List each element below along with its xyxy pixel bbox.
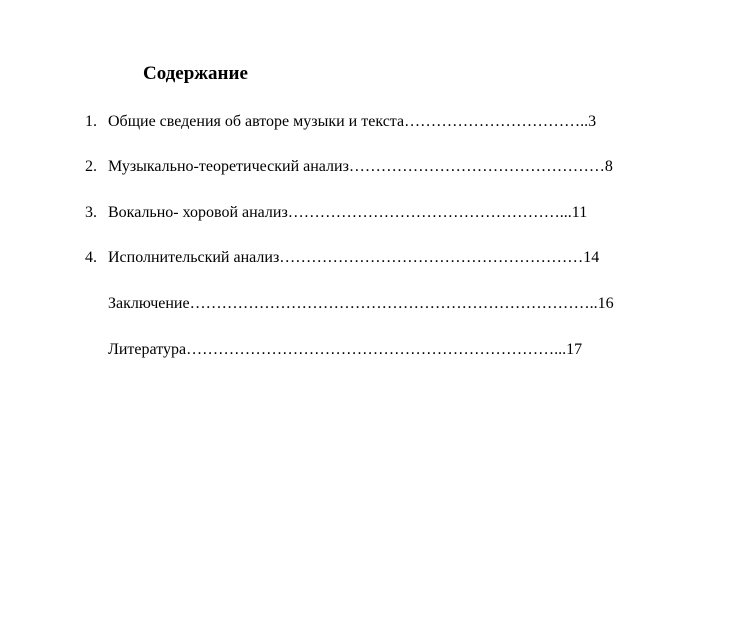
toc-entry-text: Заключение…………………………………………………………………..16 bbox=[108, 295, 614, 312]
toc-entry-number: 1. bbox=[85, 113, 97, 130]
toc-title: Содержание bbox=[143, 63, 248, 84]
toc-entry-number: 2. bbox=[85, 158, 97, 175]
toc-entry-text: Вокально- хоровой анализ……………………………………………...11 bbox=[108, 204, 588, 221]
toc-entry-text: Литература……………………………………………………………...17 bbox=[108, 341, 583, 358]
toc-entry-text: Исполнительский анализ…………………………………………………14 bbox=[108, 249, 600, 266]
toc-entry-text: Музыкально-теоретический анализ…………………………………………8 bbox=[108, 158, 613, 175]
toc-entry-text: Общие сведения об авторе музыки и текста……………………………..3 bbox=[108, 113, 597, 130]
toc-entry-number: 4. bbox=[85, 249, 97, 266]
toc-entry-number: 3. bbox=[85, 204, 97, 221]
